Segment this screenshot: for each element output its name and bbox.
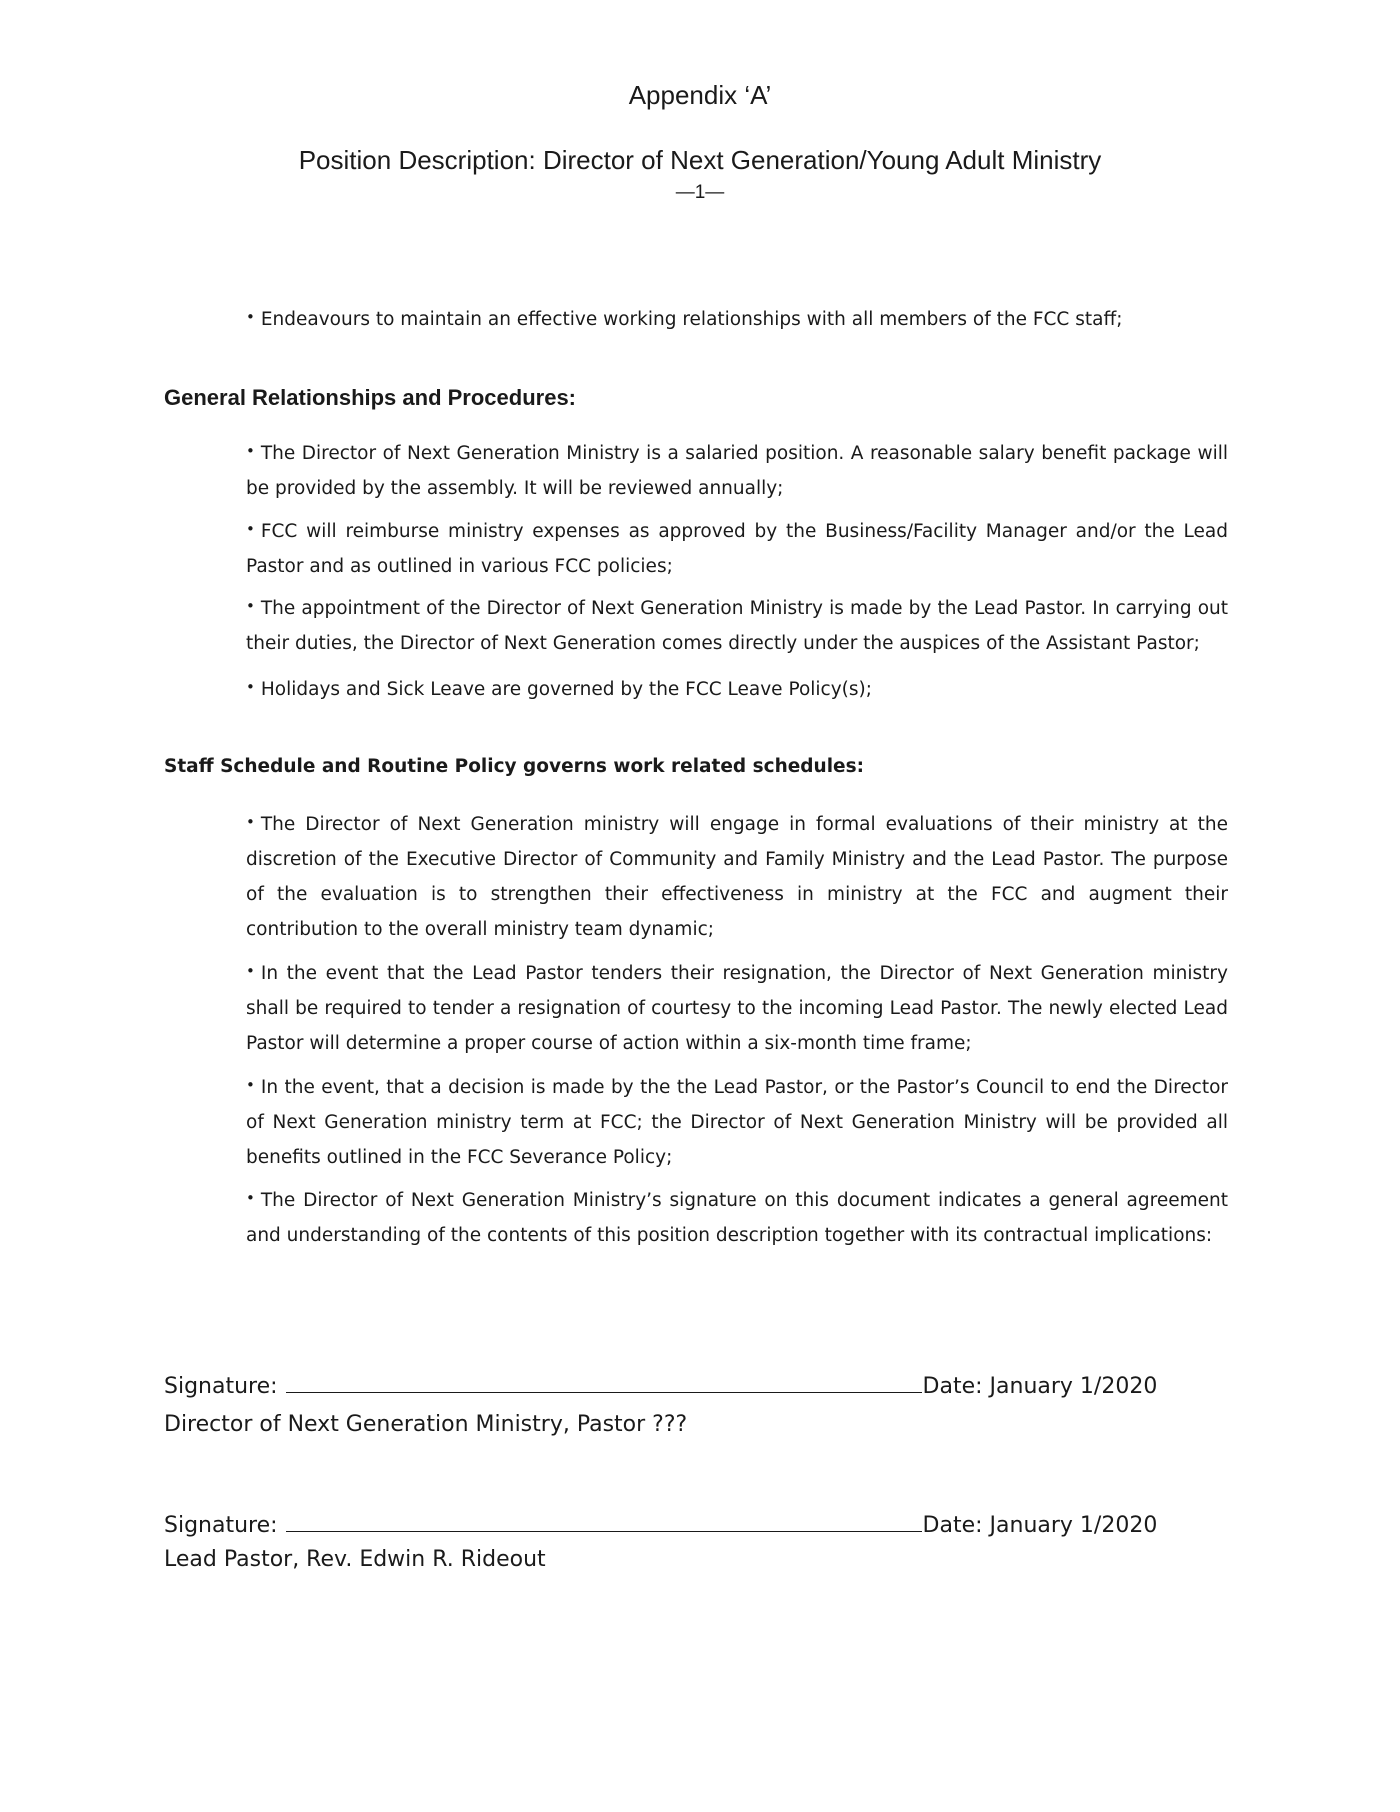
bullet-text: The Director of Next Generation Ministry is a salaried position. A reasonable salary benefit package will be provided by the assembly. It will be reviewed annually; [246, 443, 1228, 499]
bullet-text: In the event that the Lead Pastor tenders their resignation, the Director of Next Generation ministry shall be required to tender a resignation of courtesy to the incoming Lead Pastor. The newly elected Lead Pastor will determine a proper course of action within a six-month time frame; [246, 963, 1228, 1054]
bullet-icon: • [246, 308, 255, 326]
bullet-text: The appointment of the Director of Next Generation Ministry is made by the Lead Pastor. In carrying out their duties, the Director of Next Generation comes directly under the auspices of the Assistant Pastor; [246, 598, 1228, 654]
list-item [246, 670, 1228, 707]
page-number: —1— [675, 182, 725, 203]
signatory-name: Lead Pastor, Rev. Edwin R. Rideout [164, 1547, 546, 1572]
page-title: Position Description: Director of Next Generation/Young Adult Ministry [298, 145, 1102, 175]
bullet-icon: • [246, 1076, 255, 1094]
bullet-icon: • [246, 520, 255, 538]
signature-label: Signature: [164, 1374, 278, 1399]
bullet-text: FCC will reimburse ministry expenses as approved by the Business/Facility Manager and/or the Lead Pastor and as outlined in various FCC policies; [246, 521, 1228, 577]
signature-line [286, 1509, 922, 1532]
bullet-icon: • [246, 962, 255, 980]
bullet-text: Holidays and Sick Leave are governed by the FCC Leave Policy(s); [260, 679, 872, 700]
list-item [246, 300, 1228, 337]
list-item [246, 1181, 1228, 1253]
signature-label: Signature: [164, 1513, 278, 1538]
bullet-icon: • [246, 597, 255, 615]
bullet-icon: • [246, 813, 255, 831]
bullet-text: The Director of Next Generation Ministry’s signature on this document indicates a general agreement and understanding of the contents of this position description together with its contractual implications: [246, 1190, 1228, 1246]
list-item [246, 434, 1228, 506]
signatory-name: Director of Next Generation Ministry, Pastor ??? [164, 1412, 688, 1437]
list-item [246, 1068, 1228, 1175]
signature-line [286, 1370, 922, 1393]
signature-date: Date: January 1/2020 [922, 1374, 1158, 1399]
bullet-text: Endeavours to maintain an effective working relationships with all members of the FCC staff; [260, 309, 1123, 330]
bullet-icon: • [246, 442, 255, 460]
list-item [246, 512, 1228, 584]
bullet-text: The Director of Next Generation ministry will engage in formal evaluations of their ministry at the discretion of the Executive Director of Community and Family Ministry and the Lead Pastor. The purpose of the evaluation is to strengthen their effectiveness in ministry at the FCC and augment their contribution to the overall ministry team dynamic; [246, 814, 1228, 940]
bullet-icon: • [246, 1189, 255, 1207]
signature-row [164, 1370, 1157, 1399]
list-item [246, 589, 1228, 661]
bullet-text: In the event, that a decision is made by the the Lead Pastor, or the Pastor’s Council to end the Director of Next Generation ministry term at FCC; the Director of Next Generation Ministry will be provided all benefits outlined in the FCC Severance Policy; [246, 1077, 1228, 1168]
list-item [246, 954, 1228, 1061]
section-heading: General Relationships and Procedures: [164, 385, 577, 410]
signature-date: Date: January 1/2020 [922, 1513, 1158, 1538]
list-item [246, 805, 1228, 947]
appendix-title: Appendix ‘A’ [628, 80, 772, 110]
signature-row [164, 1509, 1157, 1538]
section-heading: Staff Schedule and Routine Policy governs work related schedules: [164, 756, 865, 777]
bullet-icon: • [246, 678, 255, 696]
